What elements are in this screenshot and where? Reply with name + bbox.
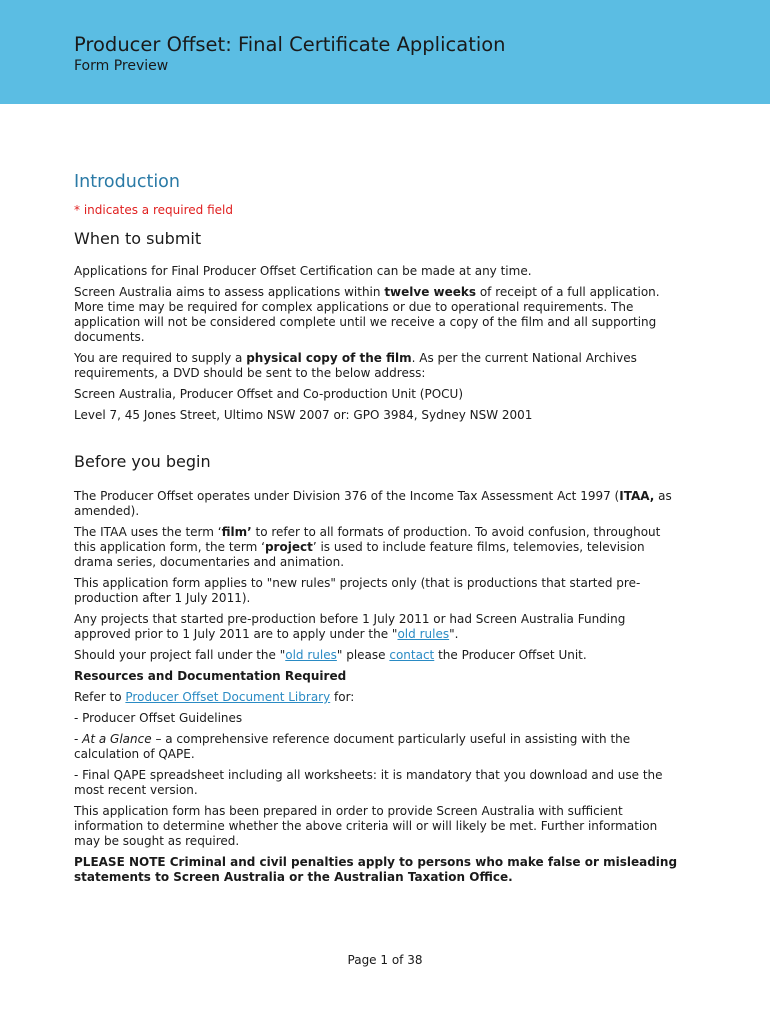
document-library-link[interactable]: Producer Offset Document Library <box>125 690 331 704</box>
form-subtitle: Form Preview <box>74 58 169 74</box>
resources-heading: Resources and Documentation Required <box>74 669 347 683</box>
list-item: - Producer Offset Guidelines <box>74 711 243 725</box>
paragraph: This application form applies to "new rules" projects only (that is productions that started pre-production after 1 July 2011). <box>74 576 641 605</box>
paragraph: You are required to supply a physical copy of the film. As per the current National Archives requirements, a DVD should be sent to the below address: <box>74 351 637 380</box>
address-line: Level 7, 45 Jones Street, Ultimo NSW 2007 or: GPO 3984, Sydney NSW 2001 <box>74 408 533 422</box>
address-line: Screen Australia, Producer Offset and Co-production Unit (POCU) <box>74 387 463 401</box>
list-item: - Final QAPE spreadsheet including all worksheets: it is mandatory that you download and use the most recent version. <box>74 768 663 797</box>
paragraph: The Producer Offset operates under Division 376 of the Income Tax Assessment Act 1997 (ITAA, as amended). <box>74 489 672 518</box>
penalty-notice: PLEASE NOTE Criminal and civil penalties apply to persons who make false or misleading statements to Screen Australia or the Australian Taxation Office. <box>74 855 678 884</box>
paragraph: Refer to Producer Offset Document Library for: <box>74 690 355 704</box>
page-number: Page 1 of 38 <box>347 953 423 967</box>
paragraph: Screen Australia aims to assess applications within twelve weeks of receipt of a full application. More time may be required for complex applications or due to operational requirements. The application will not be considered complete until we receive a copy of the film and all supporting documents. <box>74 285 660 344</box>
paragraph: This application form has been prepared in order to provide Screen Australia with sufficient information to determine whether the above criteria will or will likely be met. Further information may be sought as required. <box>74 804 658 848</box>
old-rules-link[interactable]: old rules <box>397 627 450 641</box>
required-field-note: * indicates a required field <box>74 203 233 217</box>
form-content <box>74 170 684 891</box>
section-heading-introduction: Introduction <box>74 172 180 192</box>
paragraph: Any projects that started pre-production before 1 July 2011 or had Screen Australia Funding approved prior to 1 July 2011 are to apply under the "old rules". <box>74 612 626 641</box>
paragraph: Applications for Final Producer Offset Certification can be made at any time. <box>74 264 532 278</box>
list-item: - At a Glance – a comprehensive reference document particularly useful in assisting with the calculation of QAPE. <box>74 732 631 761</box>
subheading-before-you-begin: Before you begin <box>74 452 211 471</box>
header-banner <box>0 0 770 104</box>
contact-link[interactable]: contact <box>389 648 435 662</box>
paragraph: Should your project fall under the "old rules" please contact the Producer Offset Unit. <box>74 648 587 662</box>
subheading-when-to-submit: When to submit <box>74 229 202 248</box>
old-rules-link[interactable]: old rules <box>285 648 337 662</box>
paragraph: The ITAA uses the term ‘film’ to refer to all formats of production. To avoid confusion, throughout this application form, the term ‘project’ is used to include feature films, telemovies, television drama series, documentaries and animation. <box>74 525 661 569</box>
form-title: Producer Offset: Final Certificate Application <box>74 33 506 56</box>
